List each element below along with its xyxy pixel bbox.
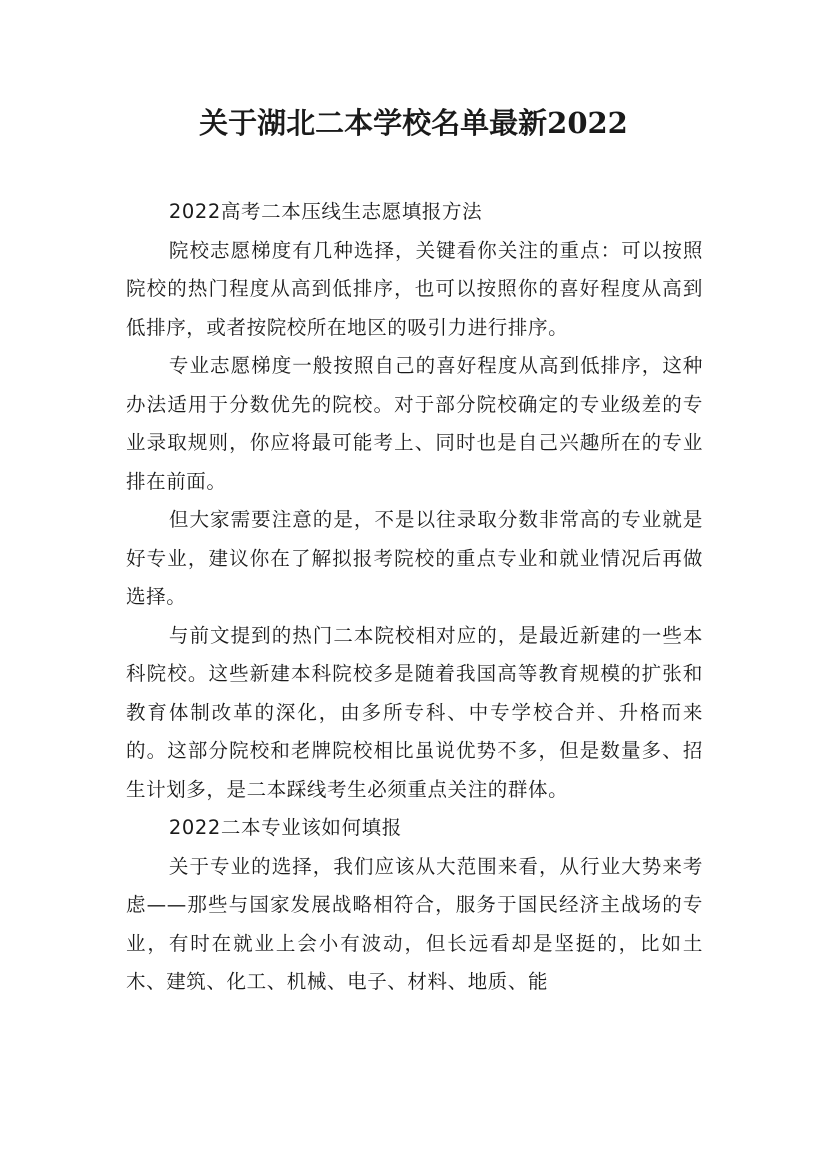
document-title: 关于湖北二本学校名单最新2022 — [199, 106, 628, 140]
paragraph: 与前文提到的热门二本院校相对应的，是最近新建的一些本科院校。这些新建本科院校多是随着我国高等教育规模的扩张和教育体制改革的深化，由多所专科、中专学校合并、升格而来的。这部分院校和老牌院校相比虽说优势不多，但是数量多、招生计划多，是二本踩线考生必须重点关注的群体。 — [126, 623, 703, 801]
paragraph: 院校志愿梯度有几种选择，关键看你关注的重点：可以按照院校的热门程度从高到低排序，也可以按照你的喜好程度从高到低排序，或者按院校所在地区的吸引力进行排序。 — [126, 238, 703, 339]
paragraph: 但大家需要注意的是，不是以往录取分数非常高的专业就是好专业，建议你在了解拟报考院校的重点专业和就业情况后再做选择。 — [126, 508, 703, 608]
paragraph: 关于专业的选择，我们应该从大范围来看，从行业大势来考虑——那些与国家发展战略相符合，服务于国民经济主战场的专业，有时在就业上会小有波动，但长远看却是坚挺的，比如土木、建筑、化工、机械、电子、材料、地质、能 — [126, 854, 703, 993]
paragraph: 专业志愿梯度一般按照自己的喜好程度从高到低排序，这种办法适用于分数优先的院校。对于部分院校确定的专业级差的专业录取规则，你应将最可能考上、同时也是自己兴趣所在的专业排在前面。 — [126, 354, 703, 493]
section-heading: 2022高考二本压线生志愿填报方法 — [168, 200, 483, 223]
document-body — [126, 193, 703, 1002]
section-heading: 2022二本专业该如何填报 — [168, 816, 402, 839]
